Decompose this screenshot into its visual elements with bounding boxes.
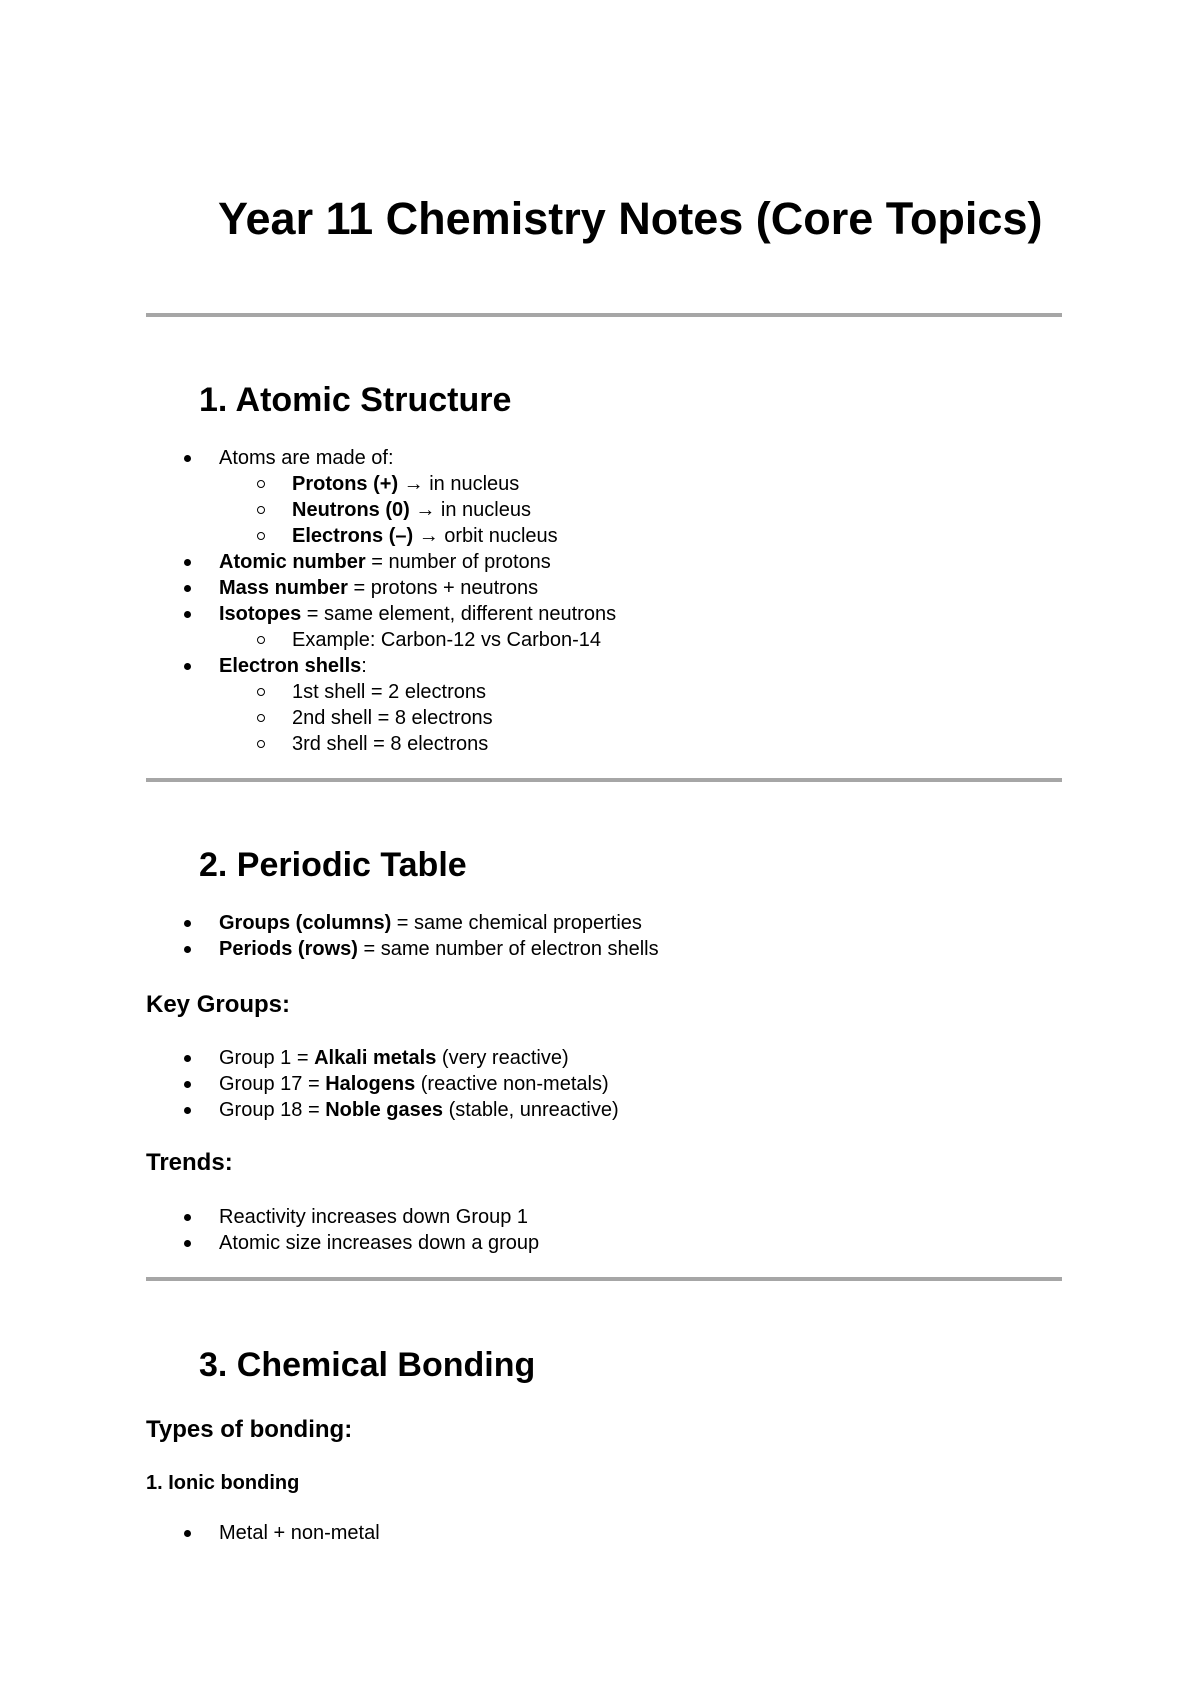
types-of-bonding-heading: Types of bonding: (146, 1416, 353, 1443)
periodic-table-list (146, 910, 659, 962)
list-item: Neutrons (0) → in nucleus (146, 497, 616, 523)
horizontal-rule (146, 313, 1062, 317)
list-item: Mass number = protons + neutrons (146, 575, 616, 601)
list-item: Isotopes = same element, different neutrons (146, 601, 616, 627)
key-groups-list (146, 1045, 619, 1123)
list-item: Metal + non-metal (146, 1520, 380, 1546)
trends-heading: Trends: (146, 1149, 233, 1176)
list-item: Group 17 = Halogens (reactive non-metals) (146, 1071, 619, 1097)
key-groups-heading: Key Groups: (146, 991, 291, 1018)
list-item: Example: Carbon-12 vs Carbon-14 (146, 627, 616, 653)
list-item: Atomic size increases down a group (146, 1230, 539, 1256)
section-heading-atomic-structure: 1. Atomic Structure (199, 381, 512, 419)
list-item: Protons (+) → in nucleus (146, 471, 616, 497)
list-item: Groups (columns) = same chemical properties (146, 910, 659, 936)
ionic-bonding-list (146, 1520, 380, 1546)
list-item: Group 18 = Noble gases (stable, unreactive) (146, 1097, 619, 1123)
atomic-structure-list (146, 445, 616, 757)
list-item: Electron shells: (146, 653, 616, 679)
list-item: 2nd shell = 8 electrons (146, 705, 616, 731)
list-item: Atomic number = number of protons (146, 549, 616, 575)
horizontal-rule (146, 1277, 1062, 1281)
list-item: Reactivity increases down Group 1 (146, 1204, 539, 1230)
list-item: Group 1 = Alkali metals (very reactive) (146, 1045, 619, 1071)
list-item: Electrons (–) → orbit nucleus (146, 523, 616, 549)
list-item: 3rd shell = 8 electrons (146, 731, 616, 757)
section-heading-chemical-bonding: 3. Chemical Bonding (199, 1346, 536, 1384)
trends-list (146, 1204, 539, 1256)
horizontal-rule (146, 778, 1062, 782)
list-item: 1st shell = 2 electrons (146, 679, 616, 705)
section-heading-periodic-table: 2. Periodic Table (199, 846, 467, 884)
list-item: Atoms are made of: (146, 445, 616, 471)
list-item: Periods (rows) = same number of electron shells (146, 936, 659, 962)
document-title: Year 11 Chemistry Notes (Core Topics) (218, 193, 1043, 244)
ionic-bonding-heading: 1. Ionic bonding (146, 1472, 300, 1494)
